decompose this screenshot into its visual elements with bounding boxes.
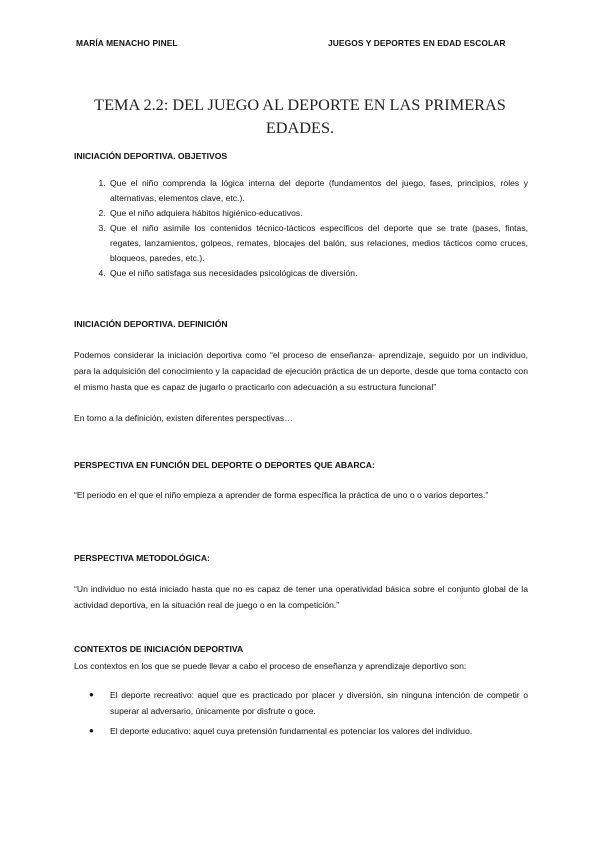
list-item <box>89 687 528 719</box>
definicion-followup: En torno a la definición, existen diferentes perspectivas… <box>74 413 293 423</box>
objetivos-list <box>74 176 528 281</box>
list-item-text: El deporte educativo: aquel cuya pretensión fundamental es potenciar los valores del individuo. <box>110 726 473 736</box>
perspectiva-metodologica-quote: “Un individuo no está iniciado hasta que no es capaz de tener una operatividad básica sobre el conjunto global de la actividad deportiva, en la situación real de juego o en la competición.” <box>74 584 528 610</box>
heading-definicion: INICIACIÓN DEPORTIVA. DEFINICIÓN <box>74 319 228 329</box>
bullet-icon: ● <box>89 690 94 699</box>
page-header <box>72 38 528 52</box>
contextos-list <box>74 687 528 743</box>
list-item: 1. Que el niño comprenda la lógica interna del deporte (fundamentos del juego, fases, principios, roles y alternativas, elementos clave, etc.). <box>108 176 528 206</box>
header-course: JUEGOS Y DEPORTES EN EDAD ESCOLAR <box>328 38 506 48</box>
heading-contextos: CONTEXTOS DE INICIACIÓN DEPORTIVA <box>74 644 244 654</box>
perspectiva-deporte-quote: “El periodo en el que el niño empieza a aprender de forma específica la práctica de uno o o varios deportes.” <box>74 490 489 500</box>
heading-perspectiva-metodologica: PERSPECTIVA METODOLÓGICA: <box>74 553 210 563</box>
header-author: MARÍA MENACHO PINEL <box>76 38 178 48</box>
list-item: 2. Que el niño adquiera hábitos higiénico-educativos. <box>108 206 528 221</box>
bullet-icon: ● <box>89 726 94 735</box>
heading-perspectiva-deporte: PERSPECTIVA EN FUNCIÓN DEL DEPORTE O DEPORTES QUE ABARCA: <box>74 460 375 470</box>
list-item: 3. Que el niño asimile los contenidos técnico-tácticos específicos del deporte que se trate (pases, fintas, regates, lanzamientos, golpeos, remates, blocajes del balón, sus relaciones, medios tácticos como cruces, bloqueos, paredes, etc.). <box>108 221 528 266</box>
document-title: TEMA 2.2: DEL JUEGO AL DEPORTE EN LAS PRIMERAS EDADES. <box>94 95 506 137</box>
list-item-text: El deporte recreativo: aquel que es practicado por placer y diversión, sin ninguna intención de competir o superar al adversario, únicamente por disfrute o goce. <box>110 690 528 716</box>
contextos-intro: Los contextos en los que se puede llevar a cabo el proceso de enseñanza y aprendizaje deportivo son: <box>74 661 467 671</box>
definicion-paragraph: Podemos considerar la iniciación deportiva como “el proceso de enseñanza- aprendizaje, seguido por un individuo, para la adquisición del conocimiento y la capacidad de ejecución práctica de un deporte, desde que toma contacto con el mismo hasta que es capaz de jugarlo o practicarlo con adecuación a su estructura funcional” <box>74 350 528 392</box>
list-item: 4. Que el niño satisfaga sus necesidades psicológicas de diversión. <box>108 266 528 281</box>
list-item <box>89 723 528 739</box>
heading-objetivos: INICIACIÓN DEPORTIVA. OBJETIVOS <box>74 151 228 161</box>
